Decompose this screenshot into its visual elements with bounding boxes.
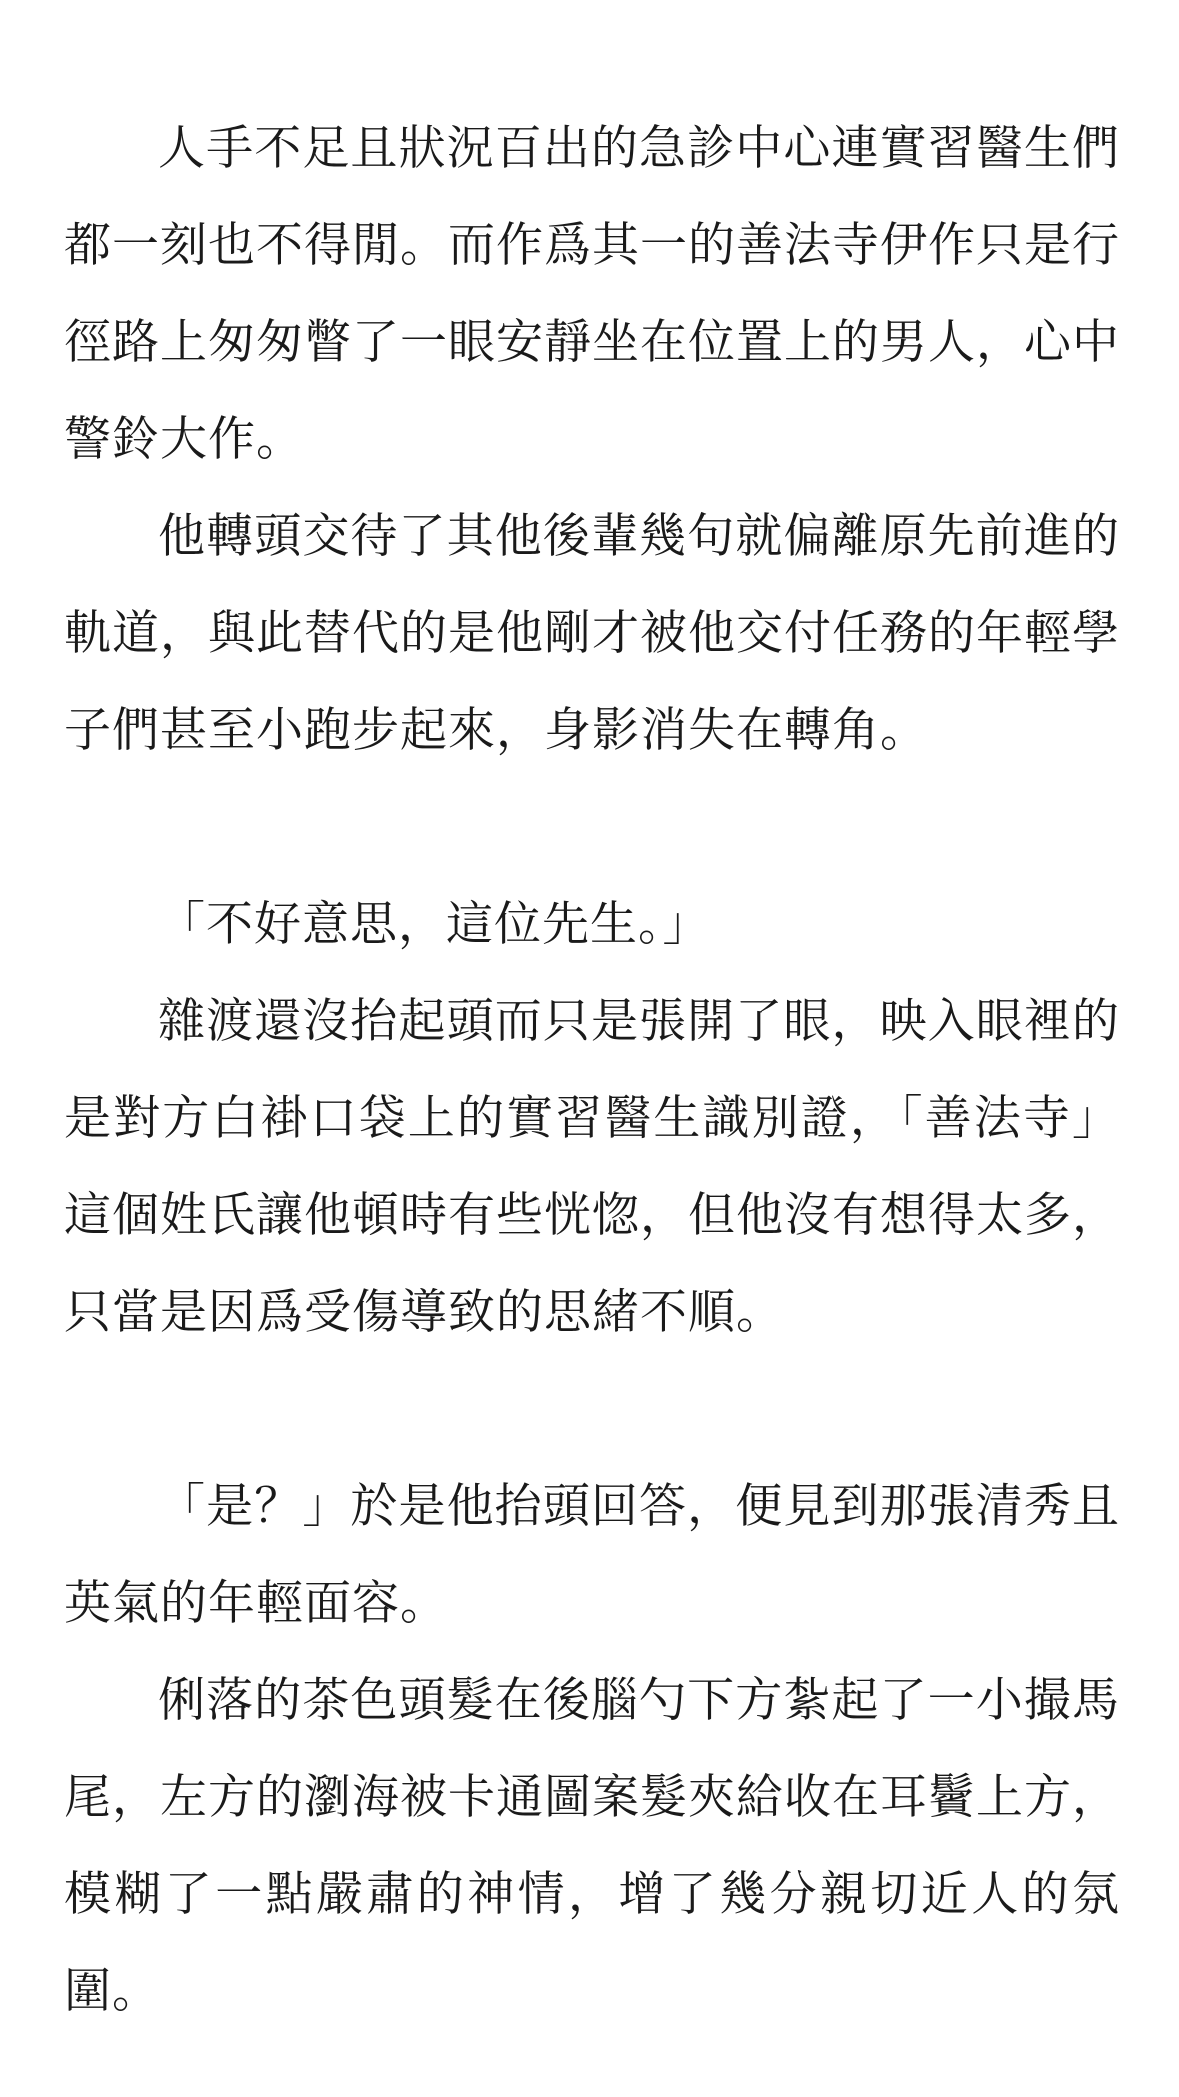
section-break	[64, 1361, 1120, 1458]
document-page	[64, 100, 1120, 2040]
paragraph-2: 他轉頭交待了其他後輩幾句就偏離原先前進的軌道，與此替代的是他剛才被他交付任務的年輕學子們甚至小跑步起來，身影消失在轉角。	[64, 509, 1120, 758]
paragraph-1: 人手不足且狀況百出的急診中心連實習醫生們都一刻也不得閒。而作爲其一的善法寺伊作只是行徑路上匆匆瞥了一眼安靜坐在位置上的男人，心中警鈴大作。	[64, 121, 1120, 467]
section-break	[64, 779, 1120, 876]
paragraph-5: 「是？」於是他抬頭回答，便見到那張清秀且英氣的年輕面容。	[64, 1479, 1120, 1631]
paragraph-6: 俐落的茶色頭髮在後腦勺下方紮起了一小撮馬尾，左方的瀏海被卡通圖案髮夾給收在耳鬢上方，模糊了一點嚴肅的神情，增了幾分親切近人的氛圍。	[64, 1673, 1120, 2019]
paragraph-4: 雜渡還沒抬起頭而只是張開了眼，映入眼裡的是對方白褂口袋上的實習醫生識別證，「善法寺」這個姓氏讓他頓時有些恍惚，但他沒有想得太多，只當是因爲受傷導致的思緒不順。	[64, 994, 1120, 1340]
paragraph-3: 「不好意思，這位先生。」	[158, 897, 711, 952]
